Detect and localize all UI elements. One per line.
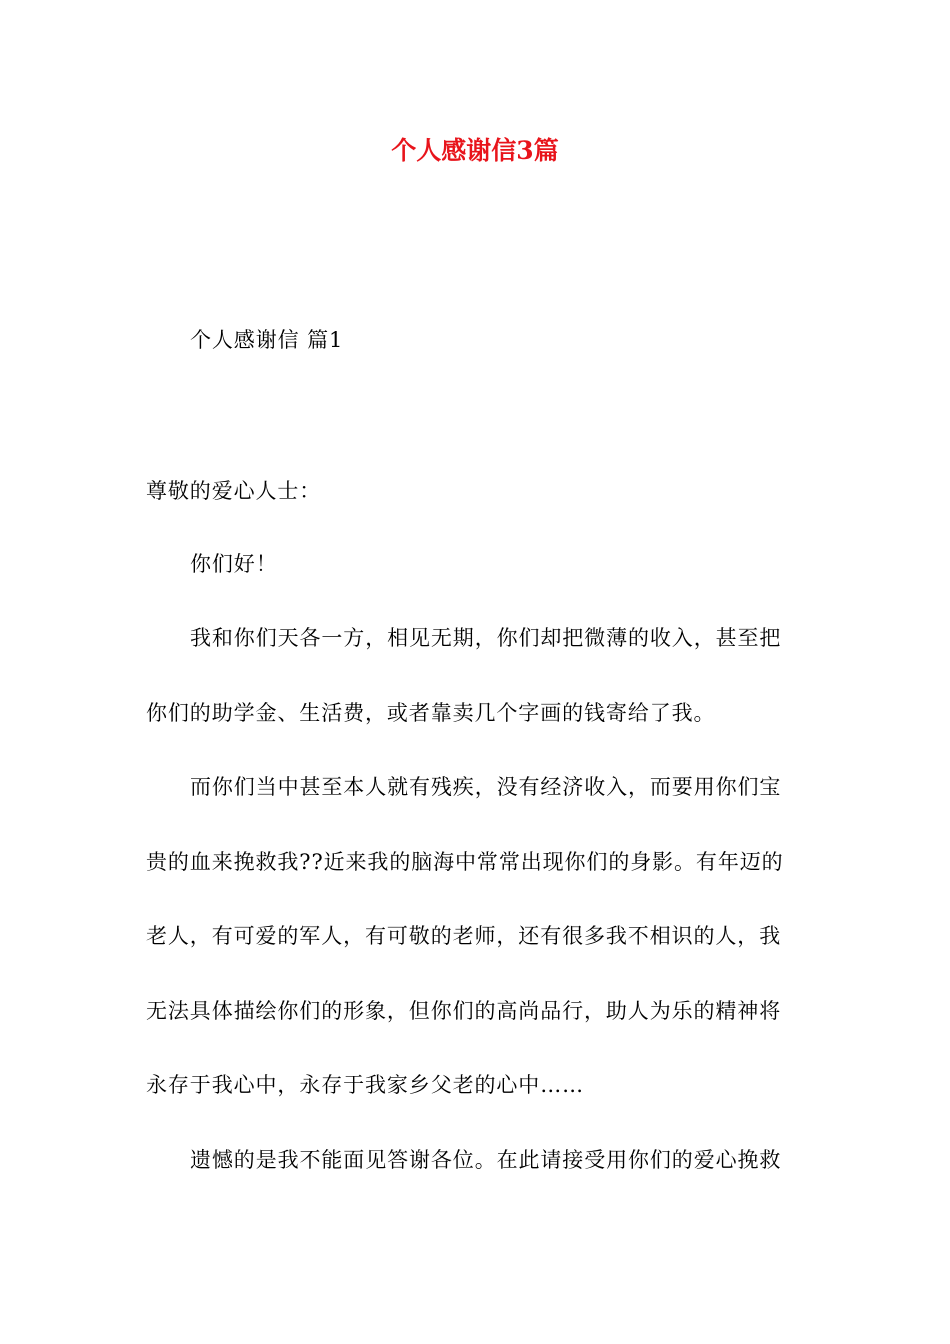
salutation: 尊敬的爱心人士：	[146, 479, 322, 503]
paragraph-line: 贵的血来挽救我??近来我的脑海中常常出现你们的身影。有年迈的	[146, 850, 784, 874]
paragraph-line: 老人，有可爱的军人，有可敬的老师，还有很多我不相识的人，我	[146, 924, 782, 948]
section-heading: 个人感谢信 篇1	[190, 328, 344, 352]
paragraph-line: 遗憾的是我不能面见答谢各位。在此请接受用你们的爱心挽救	[190, 1148, 782, 1172]
paragraph-line: 你们的助学金、生活费，或者靠卖几个字画的钱寄给了我。	[146, 701, 716, 725]
paragraph-line: 永存于我心中，永存于我家乡父老的心中……	[146, 1073, 584, 1097]
greeting: 你们好！	[190, 552, 278, 576]
paragraph-line: 而你们当中甚至本人就有残疾，没有经济收入，而要用你们宝	[190, 775, 782, 799]
document-title: 个人感谢信3篇	[391, 136, 559, 165]
paragraph-line: 我和你们天各一方，相见无期，你们却把微薄的收入，甚至把	[190, 626, 782, 650]
paragraph-line: 无法具体描绘你们的形象，但你们的高尚品行，助人为乐的精神将	[146, 999, 782, 1023]
